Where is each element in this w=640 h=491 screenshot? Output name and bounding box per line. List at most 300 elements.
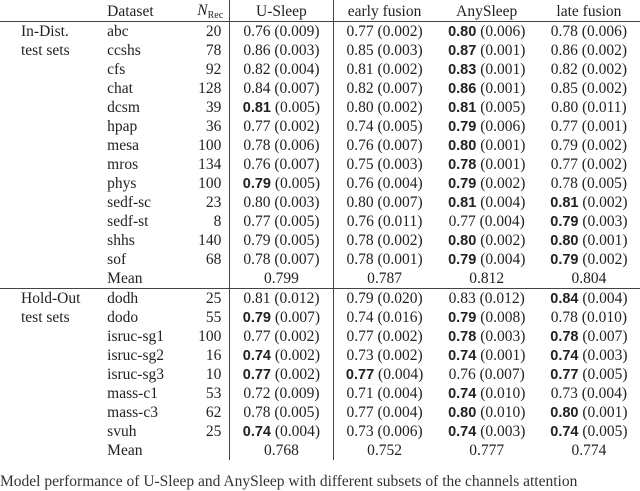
score-std: (0.004) (377, 175, 423, 192)
score-value: 0.71 (346, 385, 374, 402)
score-std: (0.007) (582, 328, 628, 345)
score-std: (0.009) (274, 385, 320, 402)
n-rec: 20 (197, 22, 230, 42)
score-cell (333, 365, 436, 384)
score-std: (0.002) (377, 23, 423, 40)
score-value: 0.84 (550, 291, 579, 307)
score-std: (0.003) (274, 194, 320, 211)
score-std: (0.002) (377, 347, 423, 364)
score-std: (0.002) (582, 251, 628, 268)
section-label (0, 117, 107, 136)
score-value: 0.79 (448, 119, 477, 135)
score-value: 0.82 (346, 80, 374, 97)
score-std: (0.016) (377, 309, 423, 326)
score-cell (436, 365, 538, 384)
score-cell (436, 193, 538, 212)
score-value: 0.77 (243, 213, 271, 230)
score-cell (436, 98, 538, 117)
n-rec: 62 (197, 403, 230, 422)
score-value: 0.83 (448, 290, 476, 307)
score-cell (436, 250, 538, 269)
score-std: (0.004) (479, 213, 525, 230)
score-value: 0.79 (346, 290, 374, 307)
score-std: (0.005) (274, 232, 320, 249)
score-value: 0.80 (551, 99, 579, 116)
score-value: 0.81 (346, 61, 374, 78)
score-value: 0.87 (448, 43, 477, 59)
table-row (0, 308, 640, 327)
score-cell (333, 193, 436, 212)
score-std: (0.002) (581, 61, 627, 78)
score-cell (230, 422, 333, 441)
score-value: 0.77 (345, 367, 375, 383)
score-cell (333, 231, 436, 250)
section-label: In-Dist. (21, 23, 69, 40)
score-cell (436, 79, 538, 98)
score-std: (0.004) (581, 385, 627, 402)
score-value: 0.79 (550, 137, 578, 154)
score-cell (230, 250, 333, 269)
score-value: 0.79 (242, 310, 271, 326)
section-label (0, 98, 107, 117)
score-std: (0.001) (480, 80, 526, 97)
score-value: 0.77 (346, 23, 374, 40)
score-std: (0.007) (377, 194, 423, 211)
dataset-name: ccshs (107, 42, 141, 59)
score-value: 0.74 (448, 386, 477, 402)
score-std: (0.002) (274, 328, 320, 345)
score-cell (230, 155, 333, 174)
score-value: 0.77 (550, 118, 578, 135)
score-cell (230, 289, 333, 309)
dataset-name: svuh (107, 423, 137, 440)
header-group (0, 0, 107, 22)
score-std: (0.002) (377, 61, 423, 78)
score-value: 0.85 (346, 42, 374, 59)
n-rec: 10 (197, 365, 230, 384)
score-cell (436, 289, 538, 309)
score-std: (0.006) (377, 423, 423, 440)
score-std: (0.006) (480, 118, 526, 135)
score-cell (538, 422, 640, 441)
score-value: 0.74 (346, 309, 374, 326)
score-std: (0.009) (274, 23, 320, 40)
score-value: 0.77 (346, 328, 374, 345)
dataset-name: mros (107, 156, 139, 173)
n-rec: 23 (197, 193, 230, 212)
dataset-name: isruc-sg1 (107, 328, 164, 345)
score-cell (436, 422, 538, 441)
score-cell (538, 231, 640, 250)
table-row (0, 174, 640, 193)
score-std: (0.011) (582, 99, 627, 116)
header-n-rec (197, 0, 230, 22)
score-value: 0.74 (346, 118, 374, 135)
score-cell (230, 174, 333, 193)
dataset-name: mesa (107, 137, 140, 154)
header-late-fusion: late fusion (538, 0, 640, 22)
score-cell (436, 117, 538, 136)
score-cell (230, 136, 333, 155)
score-cell (333, 289, 436, 309)
score-std: (0.005) (274, 175, 321, 192)
score-std: (0.008) (480, 309, 526, 326)
section-label (0, 60, 107, 79)
n-rec: 25 (197, 422, 230, 441)
n-rec: 128 (197, 79, 230, 98)
table-row (0, 327, 640, 346)
n-rec: 39 (197, 98, 230, 117)
score-value: 0.81 (243, 290, 271, 307)
score-cell (230, 212, 333, 231)
score-cell (333, 212, 436, 231)
score-std: (0.001) (480, 61, 526, 78)
score-std: (0.002) (480, 232, 526, 249)
score-value: 0.79 (550, 252, 579, 268)
mean-label: Mean (107, 270, 143, 287)
dataset-name: sof (107, 251, 127, 268)
section-label (0, 174, 107, 193)
score-cell (436, 403, 538, 422)
score-value: 0.86 (448, 81, 477, 97)
score-cell (230, 41, 333, 60)
score-value: 0.78 (550, 309, 578, 326)
table-row (0, 60, 640, 79)
score-std: (0.004) (377, 404, 423, 421)
section-label: test sets (21, 309, 70, 326)
mean-label: Mean (107, 442, 143, 459)
score-std: (0.012) (274, 290, 320, 307)
n-rec: 100 (197, 327, 230, 346)
score-cell (230, 22, 333, 42)
score-cell (538, 79, 640, 98)
score-std: (0.001) (480, 137, 526, 154)
score-cell (538, 212, 640, 231)
score-cell (538, 346, 640, 365)
score-value: 0.83 (448, 62, 477, 78)
table-row (0, 41, 640, 60)
mean-value: 0.768 (230, 441, 333, 460)
score-std: (0.002) (581, 137, 627, 154)
section-label (0, 403, 107, 422)
score-cell (538, 327, 640, 346)
table-row (0, 384, 640, 403)
score-std: (0.007) (377, 80, 423, 97)
score-cell (436, 22, 538, 42)
score-std: (0.002) (581, 42, 627, 59)
score-cell (436, 41, 538, 60)
score-value: 0.81 (550, 195, 579, 211)
score-cell (333, 41, 436, 60)
score-std: (0.001) (581, 118, 627, 135)
score-value: 0.86 (243, 42, 271, 59)
score-value: 0.82 (550, 61, 578, 78)
score-value: 0.76 (346, 213, 374, 230)
score-value: 0.81 (448, 195, 477, 211)
score-std: (0.002) (480, 175, 526, 192)
score-cell (538, 117, 640, 136)
section-label (0, 441, 107, 460)
score-value: 0.78 (346, 251, 374, 268)
score-std: (0.007) (274, 251, 320, 268)
score-std: (0.010) (480, 385, 526, 402)
score-std: (0.003) (480, 423, 526, 440)
score-value: 0.77 (550, 367, 579, 383)
score-cell (333, 250, 436, 269)
score-cell (333, 327, 436, 346)
n-rec: 100 (197, 136, 230, 155)
score-value: 0.76 (243, 156, 271, 173)
dataset-name: cfs (107, 61, 126, 78)
section-label: Hold-Out (0, 289, 107, 309)
score-cell (333, 98, 436, 117)
score-value: 0.74 (448, 348, 477, 364)
score-std: (0.002) (274, 366, 321, 383)
score-std: (0.004) (377, 385, 423, 402)
dataset-name: abc (107, 23, 129, 40)
mean-row (0, 441, 640, 460)
score-std: (0.006) (581, 23, 627, 40)
score-cell (538, 155, 640, 174)
section-label (0, 136, 107, 155)
score-value: 0.77 (448, 213, 476, 230)
score-value: 0.72 (243, 385, 271, 402)
n-rec: 92 (197, 60, 230, 79)
mean-row (0, 269, 640, 289)
dataset-name: shhs (107, 232, 135, 249)
mean-value: 0.787 (367, 270, 403, 287)
table-body (0, 22, 640, 461)
score-cell (436, 346, 538, 365)
score-cell (436, 60, 538, 79)
table-row (0, 136, 640, 155)
score-std: (0.005) (274, 404, 320, 421)
n-symbol: N (197, 2, 208, 19)
score-value: 0.75 (346, 156, 374, 173)
score-std: (0.001) (480, 42, 526, 59)
score-cell (333, 60, 436, 79)
score-cell (230, 365, 333, 384)
score-std: (0.007) (274, 156, 320, 173)
table-row (0, 250, 640, 269)
score-std: (0.002) (582, 194, 628, 211)
table-row (0, 365, 640, 384)
dataset-name: hpap (107, 118, 138, 135)
score-std: (0.006) (274, 137, 320, 154)
score-cell (230, 98, 333, 117)
dataset-name: phys (107, 175, 137, 192)
score-value: 0.78 (550, 175, 578, 192)
mean-value: 0.812 (469, 270, 505, 287)
score-std: (0.003) (582, 347, 628, 364)
score-value: 0.78 (550, 23, 578, 40)
score-cell (333, 174, 436, 193)
score-value: 0.73 (346, 347, 374, 364)
score-cell (333, 346, 436, 365)
score-cell (538, 403, 640, 422)
score-std: (0.004) (480, 194, 526, 211)
score-value: 0.73 (346, 423, 374, 440)
score-value: 0.81 (448, 100, 477, 116)
score-value: 0.77 (243, 328, 271, 345)
score-value: 0.79 (242, 176, 271, 192)
n-rec: 16 (197, 346, 230, 365)
score-value: 0.74 (242, 424, 271, 440)
score-std: (0.005) (274, 99, 321, 116)
header-u-sleep: U-Sleep (230, 0, 333, 22)
score-std: (0.010) (581, 309, 627, 326)
score-cell (436, 155, 538, 174)
score-value: 0.77 (243, 118, 271, 135)
score-cell (538, 98, 640, 117)
score-value: 0.76 (243, 23, 271, 40)
header-dataset: Dataset (107, 0, 197, 22)
table-row (0, 212, 640, 231)
score-value: 0.86 (550, 42, 578, 59)
score-std: (0.002) (274, 118, 320, 135)
table-row (0, 422, 640, 441)
table-row (0, 155, 640, 174)
score-std: (0.003) (274, 42, 320, 59)
score-std: (0.002) (274, 347, 321, 364)
table-row (0, 98, 640, 117)
score-std: (0.002) (581, 80, 627, 97)
score-value: 0.79 (550, 214, 579, 230)
table-row (0, 193, 640, 212)
score-value: 0.85 (550, 80, 578, 97)
n-rec (197, 269, 230, 289)
n-rec: 100 (197, 174, 230, 193)
score-value: 0.79 (448, 252, 477, 268)
section-label (0, 269, 107, 289)
score-std: (0.010) (480, 404, 526, 421)
n-rec: 140 (197, 231, 230, 250)
score-value: 0.80 (448, 138, 477, 154)
score-value: 0.78 (448, 157, 477, 173)
score-cell (538, 193, 640, 212)
score-cell (538, 174, 640, 193)
n-subscript: Rec (207, 10, 224, 21)
score-cell (230, 60, 333, 79)
dataset-name: mass-c1 (107, 385, 158, 402)
table-row (0, 22, 640, 42)
score-std: (0.005) (480, 99, 526, 116)
header-early-fusion: early fusion (333, 0, 436, 22)
section-label (0, 193, 107, 212)
score-cell (230, 308, 333, 327)
table-caption: Model performance of U-Sleep and AnySleep with different subsets of the channels attention (0, 473, 578, 490)
n-rec: 36 (197, 117, 230, 136)
table-row (0, 403, 640, 422)
score-std: (0.004) (378, 366, 424, 383)
score-std: (0.004) (582, 290, 628, 307)
score-value: 0.79 (243, 232, 271, 249)
score-std: (0.004) (480, 251, 526, 268)
section-label (0, 422, 107, 441)
score-value: 0.73 (550, 385, 578, 402)
score-cell (230, 327, 333, 346)
score-cell (333, 384, 436, 403)
mean-value: 0.774 (571, 442, 607, 459)
n-rec: 25 (197, 289, 230, 309)
score-std: (0.005) (582, 423, 628, 440)
score-value: 0.84 (243, 80, 271, 97)
score-std: (0.002) (377, 328, 423, 345)
section-label (0, 250, 107, 269)
dataset-name: isruc-sg2 (107, 347, 164, 364)
score-cell (333, 22, 436, 42)
score-value: 0.76 (448, 366, 476, 383)
score-value: 0.77 (550, 156, 578, 173)
header-anysleep: AnySleep (436, 0, 538, 22)
section-label (0, 155, 107, 174)
dataset-name: dodo (107, 309, 139, 326)
score-value: 0.80 (550, 233, 579, 249)
score-value: 0.74 (550, 424, 579, 440)
score-cell (538, 365, 640, 384)
section-label (0, 212, 107, 231)
dataset-name: sedf-sc (107, 194, 152, 211)
table-row (0, 117, 640, 136)
table-row (0, 231, 640, 250)
dataset-name: chat (107, 80, 133, 97)
n-rec: 68 (197, 250, 230, 269)
section-label: test sets (21, 42, 70, 59)
score-value: 0.78 (550, 329, 579, 345)
score-value: 0.81 (242, 100, 271, 116)
score-std: (0.005) (274, 213, 320, 230)
score-std: (0.003) (377, 156, 423, 173)
score-std: (0.003) (480, 328, 526, 345)
n-rec (197, 441, 230, 460)
score-std: (0.004) (274, 61, 320, 78)
score-std: (0.020) (377, 290, 423, 307)
table-row (0, 79, 640, 98)
score-value: 0.80 (448, 405, 477, 421)
score-std: (0.007) (274, 80, 320, 97)
score-cell (333, 308, 436, 327)
score-cell (436, 327, 538, 346)
score-std: (0.011) (377, 213, 423, 230)
n-rec: 55 (197, 308, 230, 327)
n-rec: 53 (197, 384, 230, 403)
score-value: 0.79 (448, 176, 477, 192)
score-cell (230, 231, 333, 250)
section-label (0, 231, 107, 250)
score-cell (333, 155, 436, 174)
score-cell (538, 22, 640, 42)
score-value: 0.78 (346, 232, 374, 249)
score-std: (0.007) (274, 309, 321, 326)
score-value: 0.82 (243, 61, 271, 78)
dataset-name: dodh (107, 289, 197, 309)
score-std: (0.005) (377, 118, 423, 135)
score-cell (538, 384, 640, 403)
score-cell (230, 384, 333, 403)
score-std: (0.004) (274, 423, 321, 440)
score-std: (0.002) (377, 99, 423, 116)
score-value: 0.74 (550, 348, 579, 364)
score-cell (538, 308, 640, 327)
score-cell (436, 384, 538, 403)
score-cell (436, 308, 538, 327)
section-label (0, 327, 107, 346)
score-std: (0.001) (480, 156, 526, 173)
score-cell (436, 231, 538, 250)
score-value: 0.79 (448, 310, 477, 326)
score-value: 0.80 (550, 405, 579, 421)
section-label (0, 365, 107, 384)
